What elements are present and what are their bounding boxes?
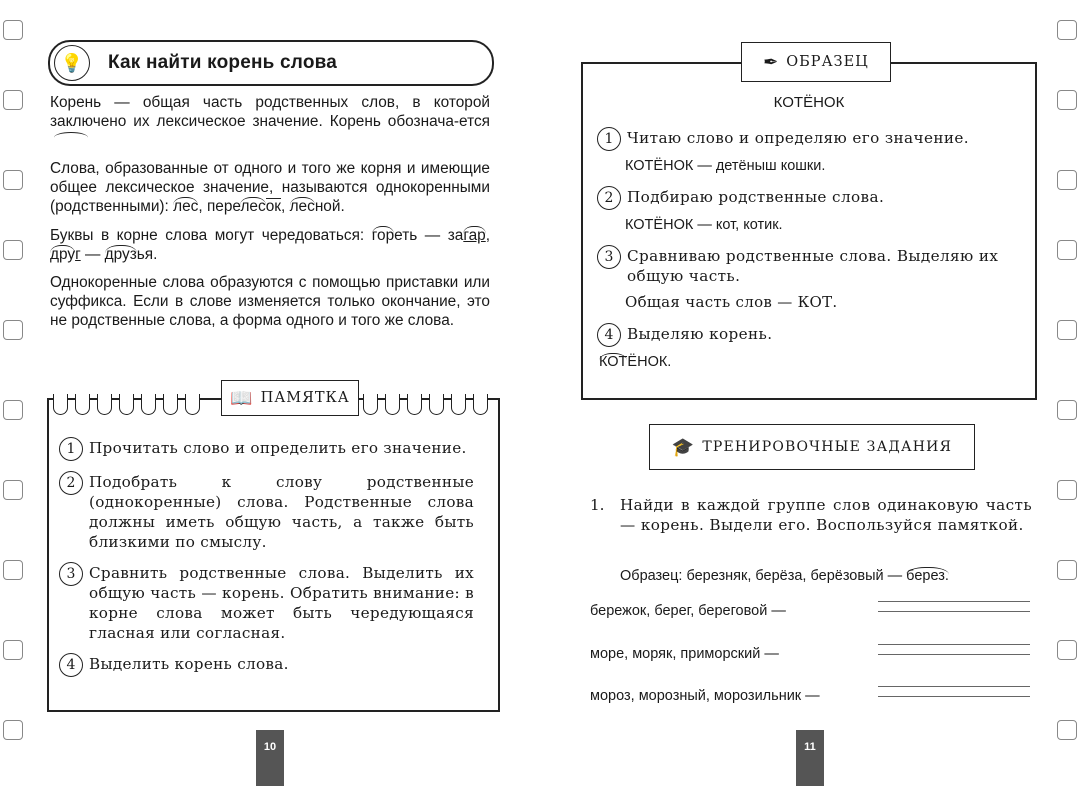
- step-number: 3: [597, 245, 621, 269]
- task-example: Образец: березняк, берёза, берёзовый — берез.: [620, 568, 949, 584]
- book-icon: 📖: [230, 387, 253, 409]
- list-item: 3 Сравнить родственные слова. Выделить их общую часть — корень. Обратить внимание: в корне слова может быть чередующаяся гласная или согласная.: [59, 563, 474, 643]
- doodle-icon: [1057, 720, 1077, 740]
- list-item: 4 Выделяю корень.: [597, 324, 1017, 347]
- doodle-icon: [3, 720, 23, 740]
- doodle-icon: [1057, 240, 1077, 260]
- left-page: [30, 0, 510, 783]
- page-title: Как найти корень слова: [108, 52, 338, 73]
- word-group: бережок, берег, береговой —: [590, 603, 786, 619]
- memo-list: [59, 438, 474, 688]
- theory-paragraph: Слова, образованные от одного и того же корня и имеющие общее лексическое значение, называются однокоренными (родственными): лес, перелесок, лесной.: [50, 160, 490, 215]
- step-detail: КОТЁНОК — кот, котик.: [625, 217, 783, 233]
- doodle-icon: [1057, 480, 1077, 500]
- doodle-icon: [3, 480, 23, 500]
- step-number: 2: [597, 186, 621, 210]
- theory-paragraph: Буквы в корне слова могут чередоваться: гореть — загар, друг — друзья.: [50, 226, 490, 263]
- example-label: ✒ ОБРАЗЕЦ: [741, 42, 891, 82]
- memo-label: 📖 ПАМЯТКА: [221, 380, 359, 416]
- step-number: 1: [59, 437, 83, 461]
- doodle-icon: [1057, 170, 1077, 190]
- doodle-icon: [1057, 20, 1077, 40]
- doodle-icon: [1057, 90, 1077, 110]
- root-answer: КОТЁНОК.: [599, 354, 672, 370]
- doodle-icon: [3, 560, 23, 580]
- list-item: 2 Подобрать к слову родственные (однокоренные) слова. Родственные слова должны иметь общую часть, а также быть близкими по смыслу.: [59, 472, 474, 552]
- doodle-icon: [3, 240, 23, 260]
- step-number: 1: [597, 127, 621, 151]
- list-item: 1 Читаю слово и определяю его значение.: [597, 128, 1017, 151]
- theory-text: [50, 94, 490, 341]
- doodle-icon: [3, 170, 23, 190]
- training-label: 🎓 ТРЕНИРОВОЧНЫЕ ЗАДАНИЯ: [649, 424, 975, 470]
- list-item: 1 Прочитать слово и определить его значение.: [59, 438, 474, 461]
- root-mark-icon: [54, 132, 88, 143]
- example-box: [581, 51, 1037, 400]
- graduation-cap-icon: 🎓: [671, 436, 695, 458]
- right-page: [560, 0, 1050, 783]
- left-decorative-border: [0, 0, 26, 783]
- step-detail: КОТЁНОК — детёныш кошки.: [625, 158, 826, 174]
- doodle-icon: [1057, 640, 1077, 660]
- list-item: 3 Сравниваю родственные слова. Выделяю их общую часть.: [597, 246, 1017, 286]
- example-word: КОТЁНОК: [773, 94, 845, 111]
- doodle-icon: [3, 20, 23, 40]
- memo-box: [47, 387, 500, 712]
- doodle-icon: [3, 400, 23, 420]
- doodle-icon: [3, 640, 23, 660]
- right-decorative-border: [1054, 0, 1080, 783]
- step-number: 2: [59, 471, 83, 495]
- word-group: мороз, морозный, морозильник —: [590, 688, 820, 704]
- theory-paragraph: Однокоренные слова образуются с помощью приставки или суффикса. Если в слове изменяется только окончание, это не родственные слова, а форма одного и того же слова.: [50, 274, 490, 329]
- step-number: 4: [59, 653, 83, 677]
- list-item: 4 Выделить корень слова.: [59, 654, 474, 677]
- task-text: Найди в каждой группе слов одинаковую часть — корень. Выдели его. Воспользуйся памяткой.: [620, 496, 1032, 534]
- answer-lines[interactable]: [878, 644, 1030, 664]
- topic-header: [48, 40, 494, 86]
- theory-paragraph: Корень — общая часть родственных слов, в которой заключено их лексическое значение. Корень обознача-ется: [50, 94, 490, 150]
- doodle-icon: [3, 90, 23, 110]
- step-number: 3: [59, 562, 83, 586]
- example-steps: [597, 128, 1017, 383]
- lightbulb-icon: 💡: [54, 45, 90, 81]
- task-1: [590, 495, 1032, 535]
- step-detail: Общая часть слов — КОТ.: [625, 293, 838, 311]
- answer-lines[interactable]: [878, 686, 1030, 706]
- pen-icon: ✒: [763, 51, 779, 73]
- list-item: 2 Подбираю родственные слова.: [597, 187, 1017, 210]
- answer-lines[interactable]: [878, 601, 1030, 621]
- task-number: 1.: [590, 496, 605, 514]
- doodle-icon: [3, 320, 23, 340]
- page-number: 10: [256, 730, 284, 786]
- doodle-icon: [1057, 400, 1077, 420]
- doodle-icon: [1057, 320, 1077, 340]
- word-group: море, моряк, приморский —: [590, 646, 779, 662]
- page-number: 11: [796, 730, 824, 786]
- doodle-icon: [1057, 560, 1077, 580]
- step-number: 4: [597, 323, 621, 347]
